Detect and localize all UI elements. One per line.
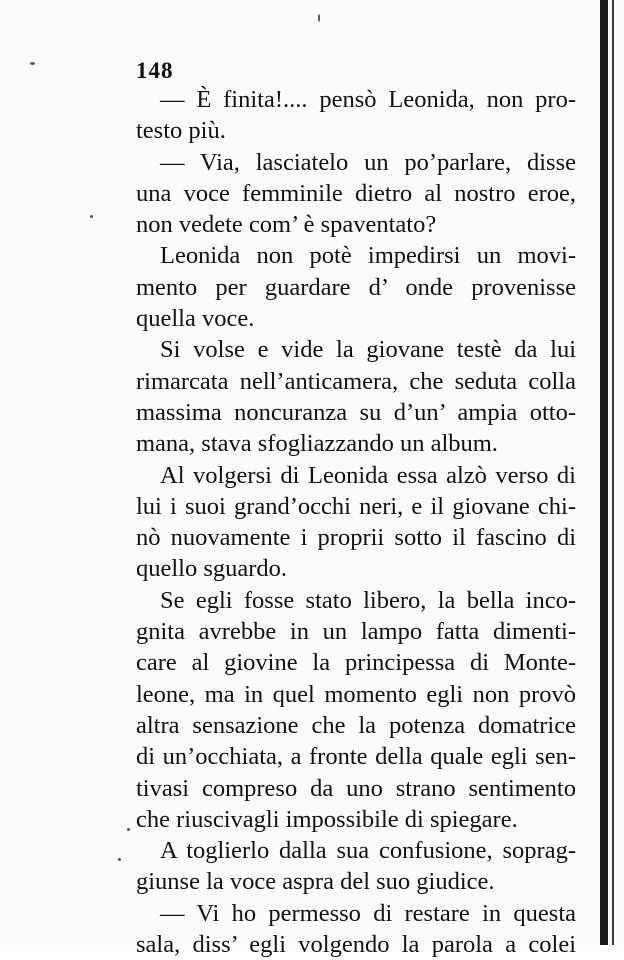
print-speck bbox=[118, 858, 121, 861]
print-speck bbox=[90, 215, 93, 218]
text-line: giunse la voce aspra del suo giudice. bbox=[136, 868, 495, 896]
text-line: mento per guardare d’ onde provenisse bbox=[136, 273, 576, 301]
page-edge-line bbox=[612, 0, 614, 945]
text-line: gnita avrebbe in un lampo fatta dimenti- bbox=[136, 618, 576, 646]
text-line: Leonida non potè impedirsi un movi- bbox=[160, 242, 576, 270]
text-line: leone, ma in quel momento egli non provò bbox=[136, 680, 576, 708]
text-line: non vedete com’ è spaventato? bbox=[136, 211, 437, 239]
text-line: massima noncuranza su d’un’ ampia otto- bbox=[136, 398, 576, 426]
text-line: rimarcata nell’anticamera, che seduta colla bbox=[136, 367, 576, 395]
print-speck bbox=[30, 62, 35, 65]
text-line: care al giovine la principessa di Monte- bbox=[136, 649, 576, 677]
page-edge-shadow bbox=[600, 0, 608, 945]
text-line: — Vi ho permesso di restare in questa bbox=[160, 899, 576, 927]
text-line: quella voce. bbox=[136, 305, 255, 333]
text-line: A toglierlo dalla sua confusione, soprag- bbox=[160, 837, 576, 865]
text-line: Si volse e vide la giovane testè da lui bbox=[160, 336, 576, 364]
text-line: che riuscivagli impossibile di spiegare. bbox=[136, 805, 518, 833]
text-line: quello sguardo. bbox=[136, 555, 288, 583]
text-line: mana, stava sfogliazzando un album. bbox=[136, 430, 498, 458]
page-number: 148 bbox=[136, 58, 174, 83]
print-speck bbox=[318, 14, 320, 22]
print-speck bbox=[127, 828, 130, 831]
text-line: Al volgersi di Leonida essa alzò verso di bbox=[160, 461, 576, 489]
text-line: altra sensazione che la potenza domatrice bbox=[136, 711, 576, 739]
text-line: Se egli fosse stato libero, la bella inco- bbox=[160, 586, 576, 614]
text-line: — Via, lasciatelo un po’parlare, disse bbox=[160, 148, 576, 176]
text-line: sala, diss’ egli volgendo la parola a colei bbox=[136, 931, 576, 959]
text-line: — È finita!.... pensò Leonida, non pro- bbox=[160, 86, 576, 113]
text-line: lui i suoi grand’occhi neri, e il giovane chi- bbox=[136, 492, 576, 520]
body-text bbox=[136, 84, 576, 960]
text-line: testo più. bbox=[136, 117, 226, 145]
text-line: una voce femminile dietro al nostro eroe, bbox=[136, 179, 576, 207]
text-line: di un’occhiata, a fronte della quale egli sen- bbox=[136, 743, 576, 771]
text-line: nò nuovamente i proprii sotto il fascino di bbox=[136, 524, 576, 552]
text-line: tivasi compreso da uno strano sentimento bbox=[136, 774, 576, 802]
